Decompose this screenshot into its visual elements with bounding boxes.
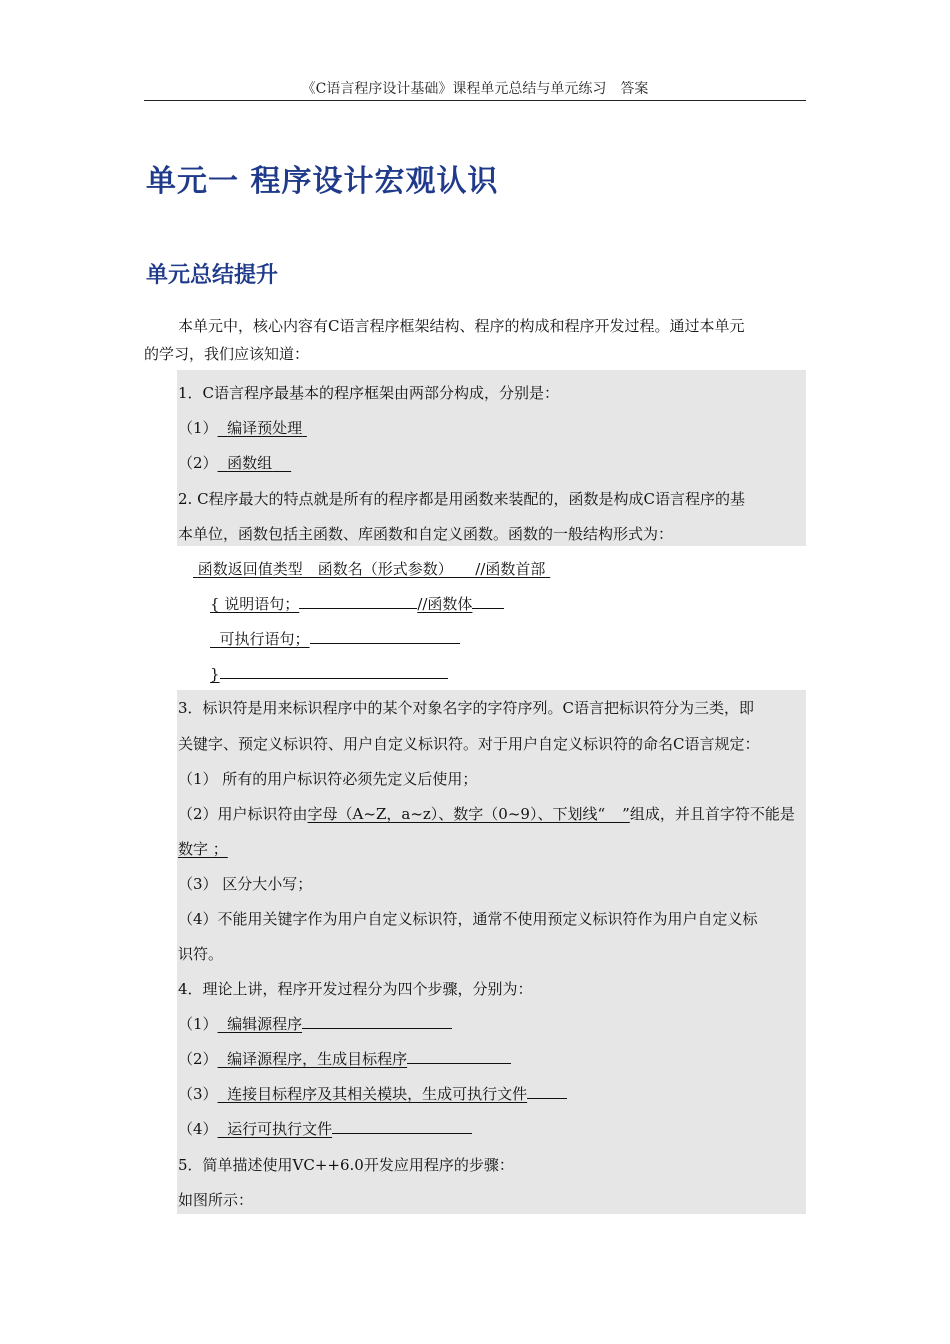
item1-answer-1 — [178, 418, 307, 438]
header-rule — [144, 100, 806, 101]
item3-rule-1: （1） 所有的用户标识符必须先定义后使用； — [178, 770, 478, 788]
item3-rule-4: （4）不能用关键字作为用户自定义标识符，通常不使用预定义标识符作为用户自定义标 — [178, 910, 758, 928]
item1-answer-2-label: （2） — [178, 454, 218, 472]
item4-question: 4．理论上讲，程序开发过程分为四个步骤，分别为： — [178, 980, 533, 998]
item4-step-3: （3） 连接目标程序及其相关模块，生成可执行文件 — [178, 1084, 567, 1104]
item3-rule-2: （2）用户标识符由字母（A~Z，a~z）、数字（0~9）、下划线“ _ ”组成，并且首字符不能是 — [178, 805, 795, 823]
item1-answer-2 — [178, 453, 291, 473]
intro-line-1: 本单元中，核心内容有C语言程序框架结构、程序的构成和程序开发过程。通过本单元 — [178, 317, 745, 335]
section-title: 单元总结提升 — [146, 263, 279, 288]
item4-step-1: （1） 编辑源程序 — [178, 1014, 452, 1034]
item5-question: 5．简单描述使用VC++6.0开发应用程序的步骤： — [178, 1156, 514, 1174]
item3-line-1: 3．标识符是用来标识程序中的某个对象名字的字符序列。C语言把标识符分为三类，即 — [178, 699, 755, 717]
intro-line-2: 的学习，我们应该知道： — [144, 345, 310, 363]
item1-question: 1．C语言程序最基本的程序框架由两部分构成，分别是： — [178, 384, 560, 402]
item4-step-2: （2） 编译源程序，生成目标程序 — [178, 1049, 511, 1069]
item1-answer-1-label: （1） — [178, 419, 218, 437]
code-line-closing-brace: } — [210, 664, 448, 684]
intro-paragraph — [144, 312, 806, 368]
item3-line-2: 关键字、预定义标识符、用户自定义标识符。对于用户自定义标识符的命名C语言规定： — [178, 735, 760, 753]
item3-rule-3: （3） 区分大小写； — [178, 875, 313, 893]
code-line-statements: 可执行语句； — [210, 629, 460, 649]
item3-rule-2-cont: 数字 ； — [178, 840, 228, 858]
item1-answer-1-text: 编译预处理 — [227, 419, 303, 437]
unit-title: 单元一 程序设计宏观认识 — [146, 164, 499, 199]
code-line-declarations: { 说明语句； //函数体 — [210, 594, 504, 614]
page-header: 《C语言程序设计基础》课程单元总结与单元练习 答案 — [301, 81, 649, 97]
item4-step-4: （4） 运行可执行文件 — [178, 1119, 472, 1139]
item1-answer-2-text: 函数组 — [227, 454, 273, 472]
item2-line-1: 2. C程序最大的特点就是所有的程序都是用函数来装配的，函数是构成C语言程序的基 — [178, 490, 746, 508]
item2-line-2: 本单位，函数包括主函数、库函数和自定义函数。函数的一般结构形式为： — [178, 525, 674, 543]
item5-answer: 如图所示： — [178, 1191, 254, 1209]
item3-rule-4-cont: 识符。 — [178, 945, 224, 963]
code-line-function-header: 函数返回值类型 函数名（形式参数） //函数首部 — [197, 560, 546, 578]
